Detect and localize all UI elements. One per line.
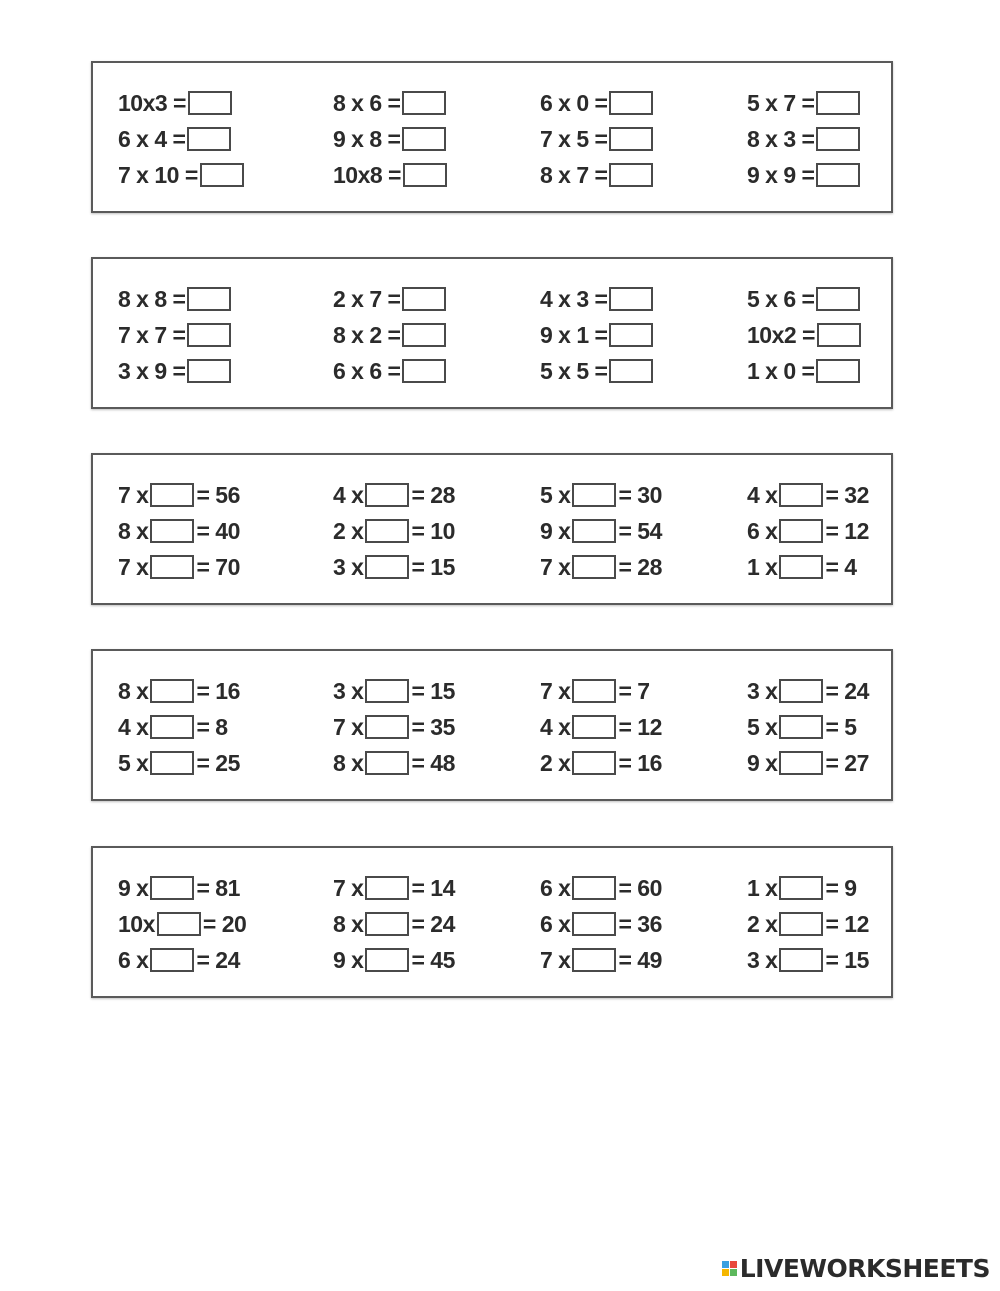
answer-box[interactable] [572,679,616,703]
problem-right-text: = 35 [411,713,455,740]
multiplication-problem [118,513,240,549]
answer-box[interactable] [816,127,860,151]
problem-right-text: = 54 [618,517,662,544]
exercise-row [93,709,891,745]
exercise-row [93,942,891,978]
problem-right-text: = 48 [411,749,455,776]
multiplication-problem [747,942,869,978]
answer-box[interactable] [609,127,653,151]
multiplication-problem [747,477,869,513]
multiplication-problem [747,513,869,549]
problem-left-text: 6 x [540,910,571,937]
multiplication-problem [333,157,449,193]
multiplication-problem [747,549,857,585]
answer-box[interactable] [365,679,409,703]
answer-box[interactable] [817,323,861,347]
answer-box[interactable] [572,751,616,775]
problem-right-text: = 24 [411,910,455,937]
answer-box[interactable] [150,715,194,739]
problem-left-text: 10x8 = [333,161,401,188]
answer-box[interactable] [187,287,231,311]
answer-box[interactable] [572,912,616,936]
multiplication-problem [747,745,869,781]
problem-right-text: = 7 [618,677,650,704]
multiplication-problem [333,85,448,121]
multiplication-problem [118,317,233,353]
answer-box[interactable] [572,555,616,579]
multiplication-problem [118,85,234,121]
problem-left-text: 1 x [747,874,778,901]
answer-box[interactable] [365,876,409,900]
problem-left-text: 2 x [333,517,364,544]
problem-right-text: = 24 [825,677,869,704]
problem-right-text: = 45 [411,946,455,973]
problem-left-text: 4 x 3 = [540,285,608,312]
multiplication-problem [747,317,863,353]
problem-right-text: = 56 [196,481,240,508]
answer-box[interactable] [779,948,823,972]
multiplication-problem [333,317,448,353]
multiplication-problem [747,281,862,317]
answer-box[interactable] [779,912,823,936]
multiplication-problem [333,745,455,781]
problem-left-text: 1 x [747,553,778,580]
answer-box[interactable] [779,876,823,900]
problem-left-text: 4 x [540,713,571,740]
problem-right-text: = 24 [196,946,240,973]
problem-right-text: = 28 [411,481,455,508]
problem-right-text: = 15 [825,946,869,973]
exercise-panel [91,846,893,998]
multiplication-problem [747,353,862,389]
problem-left-text: 3 x [333,677,364,704]
multiplication-problem [540,906,662,942]
multiplication-problem [540,745,662,781]
problem-left-text: 5 x [118,749,149,776]
multiplication-problem [747,709,857,745]
multiplication-problem [118,157,246,193]
problem-left-text: 4 x [333,481,364,508]
problem-left-text: 7 x 7 = [118,321,186,348]
problem-right-text: = 15 [411,553,455,580]
problem-left-text: 10x3 = [118,89,186,116]
multiplication-problem [333,513,455,549]
answer-box[interactable] [816,163,860,187]
answer-box[interactable] [403,163,447,187]
problem-left-text: 2 x 7 = [333,285,401,312]
problem-left-text: 9 x 1 = [540,321,608,348]
multiplication-problem [118,673,240,709]
problem-left-text: 7 x [540,677,571,704]
liveworksheets-brand [722,1251,990,1285]
answer-box[interactable] [365,912,409,936]
problem-right-text: = 14 [411,874,455,901]
exercise-row [93,513,891,549]
problem-left-text: 7 x [540,553,571,580]
answer-box[interactable] [365,483,409,507]
multiplication-problem [118,281,233,317]
multiplication-problem [747,906,869,942]
problem-right-text: = 81 [196,874,240,901]
problem-right-text: = 5 [825,713,857,740]
answer-box[interactable] [779,483,823,507]
multiplication-problem [333,942,455,978]
exercise-row [93,906,891,942]
exercise-row [93,870,891,906]
multiplication-problem [118,870,240,906]
multiplication-problem [118,906,246,942]
answer-box[interactable] [609,359,653,383]
exercise-row [93,85,891,121]
answer-box[interactable] [150,679,194,703]
problem-right-text: = 30 [618,481,662,508]
problem-left-text: 7 x 10 = [118,161,198,188]
answer-box[interactable] [779,555,823,579]
answer-box[interactable] [609,287,653,311]
answer-box[interactable] [365,751,409,775]
answer-box[interactable] [402,287,446,311]
multiplication-problem [118,709,228,745]
multiplication-problem [118,745,240,781]
answer-box[interactable] [200,163,244,187]
multiplication-problem [118,477,240,513]
problem-left-text: 9 x [118,874,149,901]
problem-left-text: 9 x 8 = [333,125,401,152]
multiplication-problem [333,121,448,157]
answer-box[interactable] [779,519,823,543]
problem-left-text: 8 x 3 = [747,125,815,152]
answer-box[interactable] [150,519,194,543]
multiplication-problem [540,549,662,585]
brand-name: LIVEWORKSHEETS [739,1253,990,1283]
answer-box[interactable] [188,91,232,115]
problem-left-text: 10x [118,910,155,937]
exercise-panel [91,649,893,801]
problem-left-text: 5 x 7 = [747,89,815,116]
answer-box[interactable] [365,715,409,739]
problem-right-text: = 49 [618,946,662,973]
problem-right-text: = 60 [618,874,662,901]
answer-box[interactable] [402,127,446,151]
multiplication-problem [333,870,455,906]
multiplication-problem [540,353,655,389]
exercise-row [93,281,891,317]
problem-left-text: 9 x [747,749,778,776]
problem-left-text: 3 x [333,553,364,580]
exercise-panel [91,453,893,605]
problem-left-text: 8 x [333,910,364,937]
multiplication-problem [118,353,233,389]
problem-left-text: 3 x [747,946,778,973]
answer-box[interactable] [150,751,194,775]
problem-right-text: = 36 [618,910,662,937]
answer-box[interactable] [365,948,409,972]
multiplication-problem [540,709,662,745]
answer-box[interactable] [187,127,231,151]
exercise-row [93,317,891,353]
problem-left-text: 6 x [540,874,571,901]
problem-left-text: 4 x [118,713,149,740]
problem-right-text: = 4 [825,553,857,580]
multiplication-problem [747,157,862,193]
problem-left-text: 7 x [333,874,364,901]
answer-box[interactable] [572,483,616,507]
problem-right-text: = 28 [618,553,662,580]
multiplication-problem [747,121,862,157]
answer-box[interactable] [150,948,194,972]
problem-right-text: = 70 [196,553,240,580]
multiplication-problem [118,121,233,157]
multiplication-problem [540,317,655,353]
answer-box[interactable] [779,679,823,703]
problem-left-text: 6 x [747,517,778,544]
multiplication-problem [333,477,455,513]
problem-left-text: 9 x [333,946,364,973]
problem-left-text: 5 x 5 = [540,357,608,384]
answer-box[interactable] [816,359,860,383]
answer-box[interactable] [779,751,823,775]
answer-box[interactable] [150,555,194,579]
problem-left-text: 8 x [118,517,149,544]
answer-box[interactable] [402,323,446,347]
exercise-row [93,157,891,193]
answer-box[interactable] [572,519,616,543]
answer-box[interactable] [609,323,653,347]
answer-box[interactable] [779,715,823,739]
multiplication-problem [540,942,662,978]
answer-box[interactable] [402,91,446,115]
problem-left-text: 6 x 4 = [118,125,186,152]
problem-left-text: 3 x 9 = [118,357,186,384]
problem-right-text: = 25 [196,749,240,776]
problem-left-text: 9 x [540,517,571,544]
problem-right-text: = 40 [196,517,240,544]
answer-box[interactable] [572,876,616,900]
problem-right-text: = 12 [825,517,869,544]
exercise-row [93,121,891,157]
problem-left-text: 8 x [118,677,149,704]
problem-left-text: 7 x 5 = [540,125,608,152]
answer-box[interactable] [572,715,616,739]
answer-box[interactable] [157,912,201,936]
problem-left-text: 6 x [118,946,149,973]
problem-right-text: = 9 [825,874,857,901]
answer-box[interactable] [187,323,231,347]
problem-right-text: = 16 [196,677,240,704]
multiplication-problem [540,85,655,121]
exercise-row [93,673,891,709]
multiplication-problem [333,673,455,709]
multiplication-problem [118,942,240,978]
answer-box[interactable] [365,519,409,543]
problem-left-text: 10x2 = [747,321,815,348]
problem-right-text: = 12 [825,910,869,937]
exercise-row [93,549,891,585]
multiplication-problem [540,870,662,906]
problem-left-text: 8 x 8 = [118,285,186,312]
exercise-row [93,353,891,389]
answer-box[interactable] [150,876,194,900]
problem-left-text: 5 x [540,481,571,508]
multiplication-problem [540,157,655,193]
exercise-row [93,745,891,781]
problem-left-text: 5 x 6 = [747,285,815,312]
problem-left-text: 7 x [118,481,149,508]
problem-left-text: 3 x [747,677,778,704]
problem-left-text: 9 x 9 = [747,161,815,188]
answer-box[interactable] [572,948,616,972]
multiplication-problem [540,513,662,549]
multiplication-problem [540,121,655,157]
problem-left-text: 7 x [540,946,571,973]
multiplication-problem [747,85,862,121]
problem-left-text: 4 x [747,481,778,508]
problem-right-text: = 10 [411,517,455,544]
problem-left-text: 8 x 6 = [333,89,401,116]
answer-box[interactable] [150,483,194,507]
problem-right-text: = 8 [196,713,228,740]
answer-box[interactable] [816,91,860,115]
problem-left-text: 7 x [333,713,364,740]
problem-right-text: = 15 [411,677,455,704]
problem-right-text: = 27 [825,749,869,776]
answer-box[interactable] [365,555,409,579]
multiplication-problem [333,549,455,585]
problem-left-text: 8 x 2 = [333,321,401,348]
exercise-row [93,477,891,513]
answer-box[interactable] [816,287,860,311]
multiplication-problem [747,673,869,709]
multiplication-problem [540,477,662,513]
answer-box[interactable] [609,163,653,187]
problem-left-text: 2 x [540,749,571,776]
exercise-panel [91,61,893,213]
multiplication-problem [540,281,655,317]
problem-left-text: 8 x 7 = [540,161,608,188]
multiplication-problem [747,870,857,906]
exercise-panel [91,257,893,409]
multiplication-problem [333,353,448,389]
multiplication-problem [333,906,455,942]
problem-left-text: 6 x 0 = [540,89,608,116]
answer-box[interactable] [609,91,653,115]
multiplication-problem [540,673,650,709]
problem-right-text: = 20 [202,910,247,937]
answer-box[interactable] [402,359,446,383]
answer-box[interactable] [187,359,231,383]
problem-left-text: 2 x [747,910,778,937]
multiplication-problem [333,281,448,317]
problem-left-text: 1 x 0 = [747,357,815,384]
multiplication-problem [118,549,240,585]
problem-left-text: 6 x 6 = [333,357,401,384]
problem-right-text: = 16 [618,749,662,776]
problem-right-text: = 12 [618,713,662,740]
problem-left-text: 8 x [333,749,364,776]
problem-left-text: 7 x [118,553,149,580]
problem-right-text: = 32 [825,481,869,508]
liveworksheets-logo-icon [722,1261,737,1276]
problem-left-text: 5 x [747,713,778,740]
multiplication-problem [333,709,455,745]
